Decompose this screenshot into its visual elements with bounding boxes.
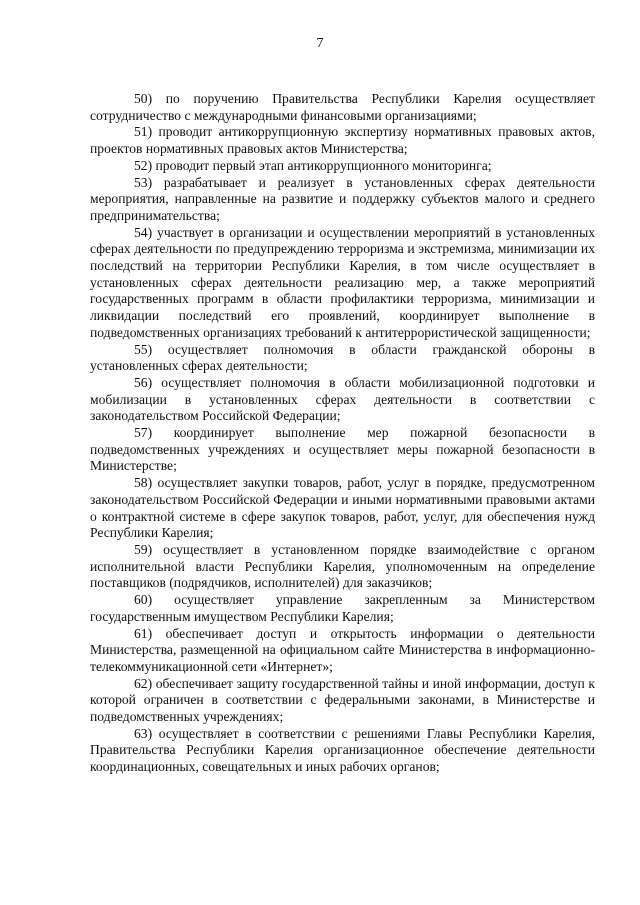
list-item: 63) осуществляет в соответствии с решениями Главы Республики Карелия, Правительства Республики Карелия организационное обеспечение деятельности координационных, совещательных и иных рабочих органов; xyxy=(90,725,595,775)
list-item: 55) осуществляет полномочия в области гражданской обороны в установленных сферах деятельности; xyxy=(90,341,595,374)
list-item: 58) осуществляет закупки товаров, работ, услуг в порядке, предусмотренном законодательством Российской Федерации и иными нормативными правовыми актами о контрактной системе в сфере закупок товаров, работ, услуг, для обеспечения нужд Республики Карелия; xyxy=(90,475,595,541)
list-item: 60) осуществляет управление закрепленным за Министерством государственным имуществом Республики Карелия; xyxy=(90,592,595,624)
list-item: 56) осуществляет полномочия в области мобилизационной подготовки и мобилизации в установленных сферах деятельности в соответствии с законодательством Российской Федерации; xyxy=(90,374,595,424)
list-item: 59) осуществляет в установленном порядке взаимодействие с органом исполнительной власти Республики Карелия, уполномоченным на определение поставщиков (подрядчиков, исполнителей) для заказчиков; xyxy=(90,541,595,591)
list-item: 51) проводит антикоррупционную экспертизу нормативных правовых актов, проектов нормативных правовых актов Министерства; xyxy=(90,124,595,157)
list-item: 62) обеспечивает защиту государственной тайны и иной информации, доступ к которой ограничен в соответствии с федеральными законами, в Министерстве и подведомственных учреждениях; xyxy=(90,675,595,725)
list-item: 61) обеспечивает доступ и открытость информации о деятельности Министерства, размещенной на официальном сайте Министерства в информационно-телекоммуникационной сети «Интернет»; xyxy=(90,625,595,674)
list-item: 57) координирует выполнение мер пожарной безопасности в подведомственных учреждениях и осуществляет меры пожарной безопасности в Министерстве; xyxy=(90,425,595,474)
list-item: 50) по поручению Правительства Республики Карелия осуществляет сотрудничество с международными финансовыми организациями; xyxy=(90,91,595,123)
list-item: 54) участвует в организации и осуществлении мероприятий в установленных сферах деятельности по предупреждению терроризма и экстремизма, минимизации их последствий на территории Республики Карелия, в том числе осуществляет в установленных сферах деятельности реализацию мер, а также мероприятий государственных программ в области профилактики терроризма, минимизации и ликвидации последствий его проявлений, координирует выполнение в подведомственных организациях требований к антитеррористической защищенности; xyxy=(90,224,595,340)
document-body xyxy=(90,91,595,776)
list-item: 52) проводит первый этап антикоррупционного мониторинга; xyxy=(134,157,492,173)
page-number: 7 xyxy=(316,36,324,51)
list-item: 53) разрабатывает и реализует в установленных сферах деятельности мероприятия, направленные на развитие и поддержку субъектов малого и среднего предпринимательства; xyxy=(90,174,595,223)
